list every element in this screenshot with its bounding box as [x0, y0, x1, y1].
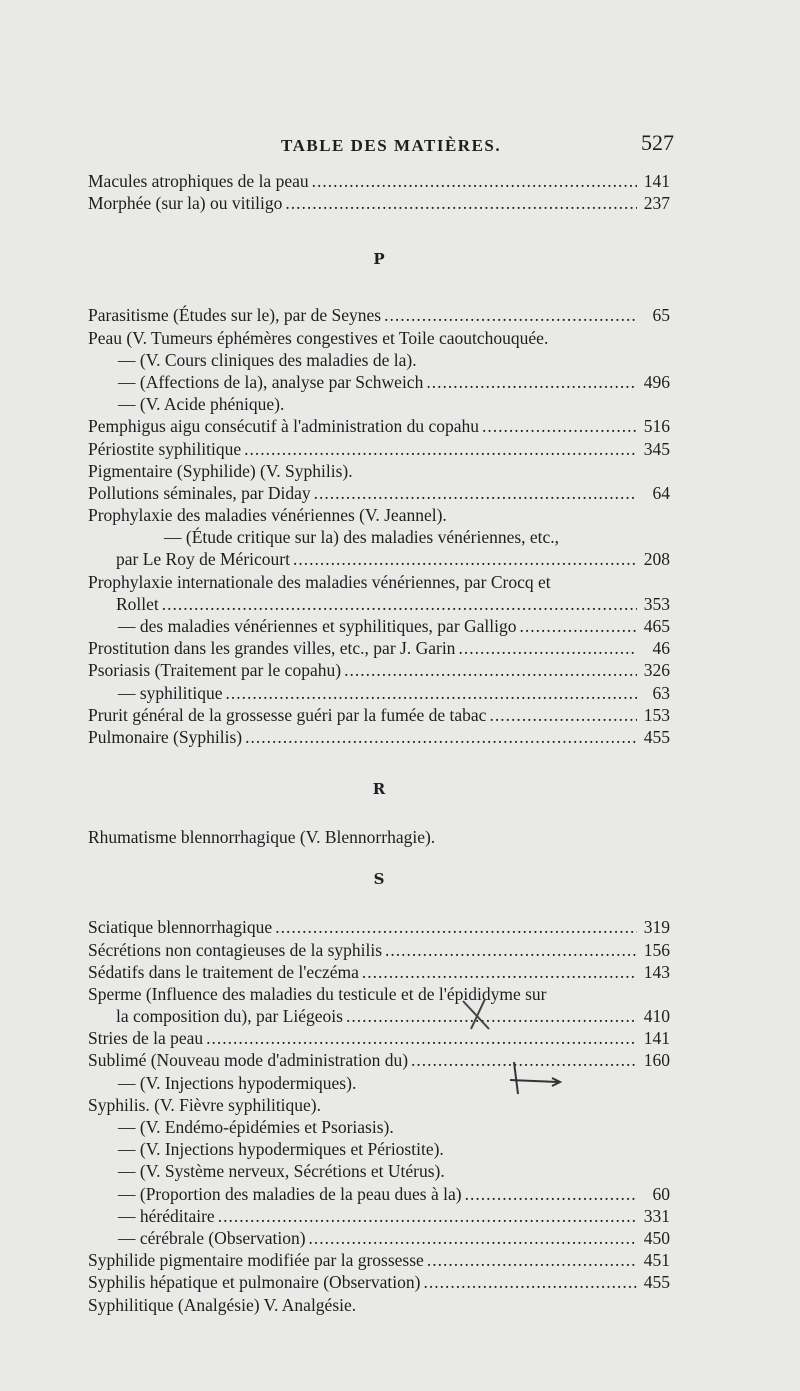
leader-dots	[275, 916, 637, 938]
leader-dots	[162, 593, 637, 615]
entry-text: Morphée (sur la) ou vitiligo	[88, 193, 283, 214]
entry-text: — syphilitique	[118, 682, 223, 703]
section-letter-s: S	[373, 870, 385, 889]
entry-text: Périostite syphilitique	[88, 438, 242, 459]
entry-page: 451	[643, 1250, 670, 1271]
entry-text: — (Affections de la), analyse par Schweich	[118, 371, 424, 392]
page-number: 527	[641, 130, 674, 155]
entry-page: 141	[643, 171, 670, 191]
index-entry	[88, 415, 670, 437]
leader-dots	[482, 415, 637, 437]
entry-text: Pulmonaire (Syphilis)	[88, 726, 243, 747]
index-line: Syphilis. (V. Fièvre syphilitique).	[88, 1094, 322, 1115]
entry-text: — des maladies vénériennes et syphilitiques, par Galligo	[118, 616, 517, 636]
leader-dots	[206, 1027, 637, 1049]
entry-page: 345	[643, 438, 670, 459]
entry-text: Rollet	[116, 593, 159, 614]
index-line: — (V. Système nerveux, Sécrétions et Utérus).	[118, 1161, 445, 1182]
entry-page: 60	[652, 1183, 670, 1204]
index-entry	[88, 1049, 670, 1071]
entry-page: 516	[643, 416, 670, 437]
entry-page: 63	[652, 682, 670, 703]
index-line: — (V. Injections hypodermiques).	[118, 1072, 357, 1093]
index-entry	[88, 726, 670, 748]
index-entry	[88, 916, 670, 938]
index-entry	[88, 1205, 670, 1227]
running-title: TABLE DES MATIÈRES.	[281, 136, 502, 155]
leader-dots	[344, 659, 637, 681]
section-letter-p: P	[373, 250, 385, 269]
entry-page: 326	[643, 660, 670, 681]
index-entry	[88, 615, 670, 637]
entry-text: — cérébrale (Observation)	[118, 1227, 306, 1248]
entry-page: 46	[652, 638, 670, 659]
entry-page: 65	[652, 305, 670, 326]
leader-dots	[427, 1249, 637, 1271]
leader-dots	[385, 939, 637, 961]
entry-text: Prostitution dans les grandes villes, etc., par J. Garin	[88, 638, 456, 659]
leader-dots	[426, 371, 637, 393]
leader-dots	[384, 304, 637, 326]
index-entry	[88, 704, 670, 726]
entry-text: Syphilide pigmentaire modifiée par la grossesse	[88, 1250, 424, 1271]
entry-text: Prurit général de la grossesse guéri par la fumée de tabac	[88, 704, 487, 725]
index-line: — (V. Injections hypodermiques et Périostite).	[118, 1139, 444, 1160]
entry-page: 156	[643, 939, 670, 960]
index-line: Prophylaxie des maladies vénériennes (V. Jeannel).	[88, 505, 447, 526]
index-entry	[88, 548, 670, 570]
entry-page: 353	[643, 593, 670, 614]
entry-text: — héréditaire	[118, 1205, 215, 1226]
entry-page: 160	[643, 1050, 670, 1071]
section-p	[88, 304, 670, 748]
leader-dots	[520, 615, 637, 637]
index-line: Syphilitique (Analgésie) V. Analgésie.	[88, 1294, 357, 1315]
index-entry	[88, 371, 670, 393]
entry-text: Syphilis hépatique et pulmonaire (Observation)	[88, 1272, 421, 1293]
entry-page: 496	[643, 371, 670, 392]
index-entry	[88, 1183, 670, 1205]
index-entry	[88, 682, 670, 704]
leader-dots	[423, 1271, 637, 1293]
index-entry	[88, 659, 670, 681]
index-line: — (V. Endémo-épidémies et Psoriasis).	[118, 1117, 394, 1137]
entry-text: par Le Roy de Méricourt	[116, 549, 290, 570]
pencil-cross-mark	[455, 995, 515, 1035]
entry-text: Parasitisme (Études sur le), par de Seynes	[88, 305, 382, 326]
index-line: Sperme (Influence des maladies du testicule et de l'épididyme sur	[88, 983, 547, 1004]
leader-dots	[244, 438, 637, 460]
leader-dots	[226, 682, 637, 704]
index-entry	[88, 637, 670, 659]
leader-dots	[218, 1205, 637, 1227]
index-entry	[88, 438, 670, 460]
index-entry	[88, 1005, 670, 1027]
leader-dots	[362, 961, 637, 983]
index-line: — (V. Cours cliniques des maladies de la).	[118, 349, 417, 370]
entry-text: la composition du), par Liégeois	[116, 1006, 343, 1027]
entry-text: Sédatifs dans le traitement de l'eczéma	[88, 961, 359, 982]
index-line: Peau (V. Tumeurs éphémères congestives et Toile caoutchouquée.	[88, 327, 549, 348]
index-entry	[88, 482, 670, 504]
index-line: — (V. Acide phénique).	[118, 394, 285, 415]
index-line: Pigmentaire (Syphilide) (V. Syphilis).	[88, 460, 353, 481]
index-line: — (Étude critique sur la) des maladies vénériennes, etc.,	[164, 527, 560, 548]
index-content	[88, 170, 670, 1316]
index-line: Prophylaxie internationale des maladies vénériennes, par Crocq et	[88, 571, 551, 592]
leader-dots	[293, 548, 637, 570]
leader-dots	[314, 482, 637, 504]
leader-dots	[489, 704, 637, 726]
entry-text: Sciatique blennorrhagique	[88, 917, 273, 938]
entry-page: 450	[643, 1227, 670, 1248]
index-entry	[88, 961, 670, 983]
entry-page: 465	[643, 616, 670, 636]
entry-text: Sublimé (Nouveau mode d'administration du)	[88, 1050, 409, 1071]
entry-page: 143	[643, 961, 670, 982]
entry-page: 64	[652, 482, 670, 503]
entry-text: Sécrétions non contagieuses de la syphilis	[88, 939, 383, 960]
leader-dots	[309, 1227, 637, 1249]
page-header	[86, 128, 674, 162]
entry-page: 153	[643, 704, 670, 725]
entry-text: Macules atrophiques de la peau	[88, 171, 309, 191]
leader-dots	[245, 726, 637, 748]
entry-text: Stries de la peau	[88, 1028, 204, 1049]
index-entry	[88, 939, 670, 961]
entry-page: 208	[643, 549, 670, 570]
entry-text: Pollutions séminales, par Diday	[88, 482, 311, 503]
entry-page: 319	[643, 917, 670, 938]
index-entry	[88, 192, 670, 214]
index-entry	[88, 593, 670, 615]
index-entry	[88, 1271, 670, 1293]
entry-text: — (Proportion des maladies de la peau dues à la)	[118, 1183, 462, 1204]
index-entry	[88, 1227, 670, 1249]
entry-page: 237	[643, 193, 670, 214]
entry-page: 331	[643, 1205, 670, 1226]
entry-page: 141	[643, 1028, 670, 1049]
entry-page: 455	[643, 1272, 670, 1293]
entry-page: 410	[643, 1006, 670, 1027]
index-entry	[88, 170, 670, 192]
leader-dots	[285, 192, 637, 214]
leader-dots	[312, 170, 637, 192]
section-s	[88, 916, 670, 1315]
leader-dots	[458, 637, 637, 659]
section-r	[88, 826, 670, 848]
pencil-arrow-mark	[508, 1058, 568, 1098]
index-entry	[88, 1249, 670, 1271]
index-line: Rhumatisme blennorrhagique (V. Blennorrhagie).	[88, 827, 436, 848]
section-letter-r: R	[372, 780, 386, 799]
index-entry	[88, 304, 670, 326]
index-entry	[88, 1027, 670, 1049]
entry-text: Pemphigus aigu consécutif à l'administration du copahu	[88, 416, 479, 437]
entry-page: 455	[643, 726, 670, 747]
leader-dots	[465, 1183, 637, 1205]
entry-text: Psoriasis (Traitement par le copahu)	[88, 660, 342, 681]
